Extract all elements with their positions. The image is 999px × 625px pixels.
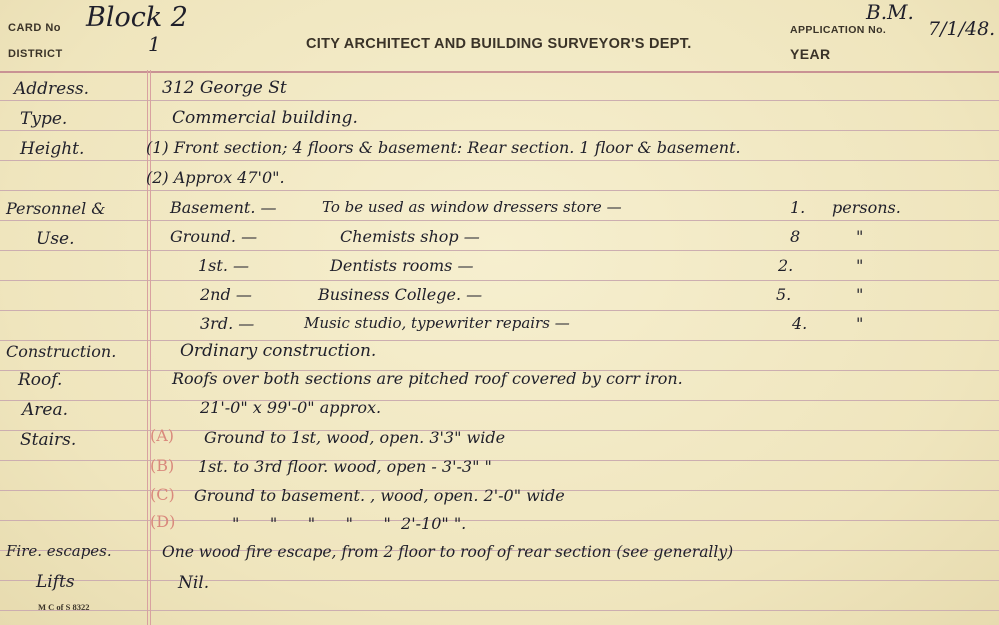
district-value: 1 — [148, 32, 161, 56]
personnel-floor: Basement. — — [170, 198, 277, 217]
personnel-unit: " — [856, 256, 864, 275]
lifts-value: Nil. — [178, 573, 210, 593]
personnel-floor: 3rd. — — [200, 314, 255, 333]
stairs-letter: (C) — [150, 485, 175, 504]
stairs-letter: (B) — [150, 456, 175, 475]
construction-value: Ordinary construction. — [180, 341, 377, 361]
height-line-2: (2) Approx 47'0". — [146, 168, 285, 187]
stairs-text: Ground to basement. , wood, open. 2'-0" wide — [194, 486, 565, 505]
form-code: M C of S 8322 — [38, 602, 90, 612]
personnel-count: 8 — [790, 227, 801, 246]
area-value: 21'-0" x 99'-0" approx. — [200, 398, 382, 417]
personnel-count: 1. — [790, 198, 806, 217]
stairs-letter: (D) — [150, 512, 176, 531]
personnel-count: 5. — [776, 285, 792, 304]
fire-escapes-label: Fire. escapes. — [6, 542, 112, 560]
personnel-unit: " — [856, 285, 864, 304]
department-title: CITY ARCHITECT AND BUILDING SURVEYOR'S DEPT. — [306, 36, 692, 52]
personnel-use: Business College. — — [318, 285, 483, 304]
personnel-use: Chemists shop — — [340, 227, 480, 246]
area-label: Area. — [22, 400, 69, 420]
personnel-floor: 1st. — — [198, 256, 249, 275]
personnel-use: To be used as window dressers store — — [322, 198, 622, 216]
personnel-count: 4. — [792, 314, 808, 333]
address-value: 312 George St — [162, 78, 287, 98]
stairs-text: Ground to 1st, wood, open. 3'3" wide — [204, 428, 506, 447]
personnel-floor: Ground. — — [170, 227, 258, 246]
personnel-label: Personnel & — [6, 199, 106, 218]
personnel-use: Dentists rooms — — [330, 256, 474, 275]
personnel-unit: " — [856, 314, 864, 333]
type-label: Type. — [20, 109, 68, 129]
card-no-value: Block 2 — [86, 2, 188, 33]
stairs-letter: (A) — [150, 426, 175, 445]
roof-value: Roofs over both sections are pitched roof covered by corr iron. — [172, 369, 683, 388]
card-no-label: CARD No — [8, 22, 61, 34]
roof-label: Roof. — [18, 370, 63, 390]
application-value: B.M. — [866, 0, 914, 24]
height-label: Height. — [20, 139, 85, 159]
type-value: Commercial building. — [172, 108, 358, 128]
application-label: APPLICATION No. — [790, 24, 887, 36]
height-line-1: (1) Front section; 4 floors & basement: Rear section. 1 floor & basement. — [146, 138, 741, 157]
personnel-floor: 2nd — — [200, 285, 252, 304]
personnel-unit: " — [856, 227, 864, 246]
year-label: YEAR — [790, 46, 831, 62]
stairs-label: Stairs. — [20, 430, 77, 450]
personnel-unit: persons. — [832, 198, 901, 217]
stairs-text: " " " " " 2'-10" ". — [232, 514, 467, 533]
lifts-label: Lifts — [36, 572, 75, 592]
stairs-text: 1st. to 3rd floor. wood, open - 3'-3" " — [198, 457, 492, 476]
construction-label: Construction. — [6, 342, 117, 361]
year-value: 7/1/48. — [928, 18, 996, 40]
personnel-count: 2. — [778, 256, 794, 275]
use-label: Use. — [36, 229, 75, 249]
fire-escapes-value: One wood fire escape, from 2 floor to roof of rear section (see generally) — [162, 543, 734, 561]
district-label: DISTRICT — [8, 48, 63, 60]
address-label: Address. — [14, 79, 90, 99]
personnel-use: Music studio, typewriter repairs — — [304, 314, 570, 332]
